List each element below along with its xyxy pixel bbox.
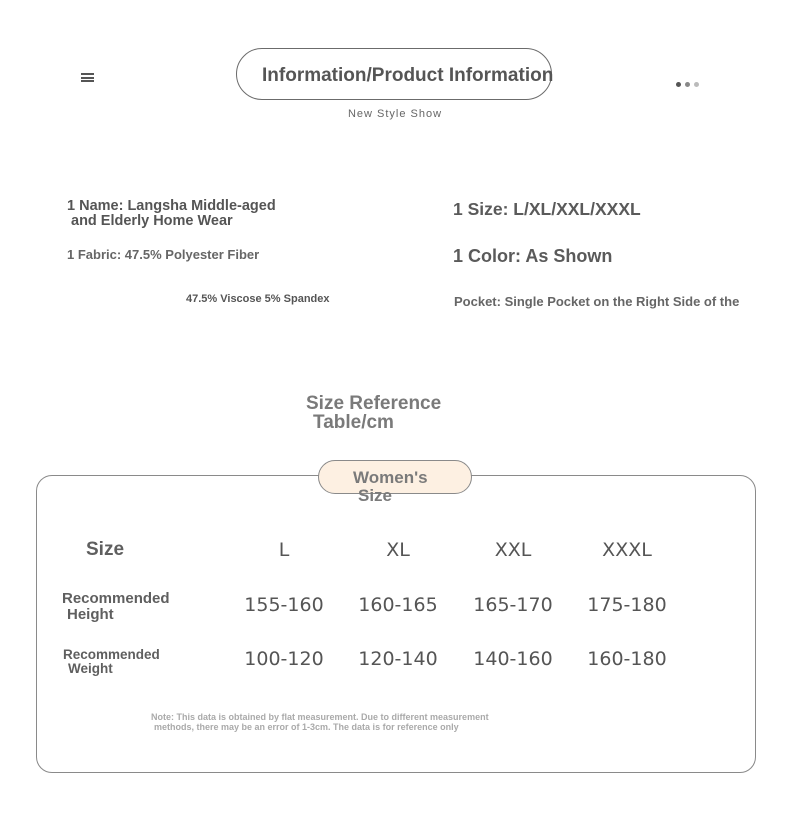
page-subtitle: New Style Show — [347, 108, 443, 120]
size-cell: XXXL — [602, 539, 652, 561]
height-cell: 155-160 — [244, 594, 324, 616]
weight-cell: 100-120 — [244, 648, 324, 670]
height-cell: 160-165 — [358, 594, 438, 616]
page-title: Information/Product Information — [262, 65, 554, 86]
info-fabric: 1 Fabric: 47.5% Polyester Fiber — [67, 247, 260, 262]
size-cell: L — [278, 539, 290, 561]
info-pocket: Pocket: Single Pocket on the Right Side of the — [454, 294, 740, 309]
info-name-line2: and Elderly Home Wear — [71, 213, 233, 229]
info-name — [67, 199, 276, 229]
pagination-dots-icon — [676, 74, 703, 92]
womens-size-tag-line2: Size — [358, 486, 393, 505]
info-fabric-continued: 47.5% Viscose 5% Spandex — [186, 293, 330, 305]
height-cell: 165-170 — [473, 594, 553, 616]
womens-size-tag-label — [353, 469, 428, 505]
weight-cell: 120-140 — [358, 648, 438, 670]
size-reference-title — [306, 394, 441, 432]
size-reference-title-line1: Size Reference — [306, 393, 442, 414]
height-row-label-line2: Height — [67, 606, 114, 623]
measurement-note-line1: Note: This data is obtained by flat measurement. Due to different measurement — [151, 712, 489, 722]
weight-row-label-line1: Recommended — [63, 647, 160, 662]
weight-row-label — [63, 648, 160, 676]
info-size: 1 Size: L/XL/XXL/XXXL — [453, 199, 641, 219]
measurement-note — [151, 712, 489, 732]
size-cell: XL — [386, 539, 410, 561]
weight-row-label-line2: Weight — [68, 661, 113, 676]
weight-cell: 140-160 — [473, 648, 553, 670]
measurement-note-line2: methods, there may be an error of 1-3cm. The data is for reference only — [154, 722, 459, 732]
womens-size-tag-line1: Women's — [353, 468, 428, 487]
size-row-label: Size — [86, 539, 125, 560]
height-cell: 175-180 — [587, 594, 667, 616]
height-row-label-line1: Recommended — [62, 590, 170, 607]
info-name-line1: 1 Name: Langsha Middle-aged — [67, 198, 276, 214]
weight-cell: 160-180 — [587, 648, 667, 670]
info-color: 1 Color: As Shown — [453, 246, 613, 266]
menu-icon[interactable] — [81, 73, 94, 82]
size-reference-title-line2: Table/cm — [313, 412, 394, 433]
height-row-label — [62, 591, 170, 623]
size-cell: XXL — [494, 539, 532, 561]
